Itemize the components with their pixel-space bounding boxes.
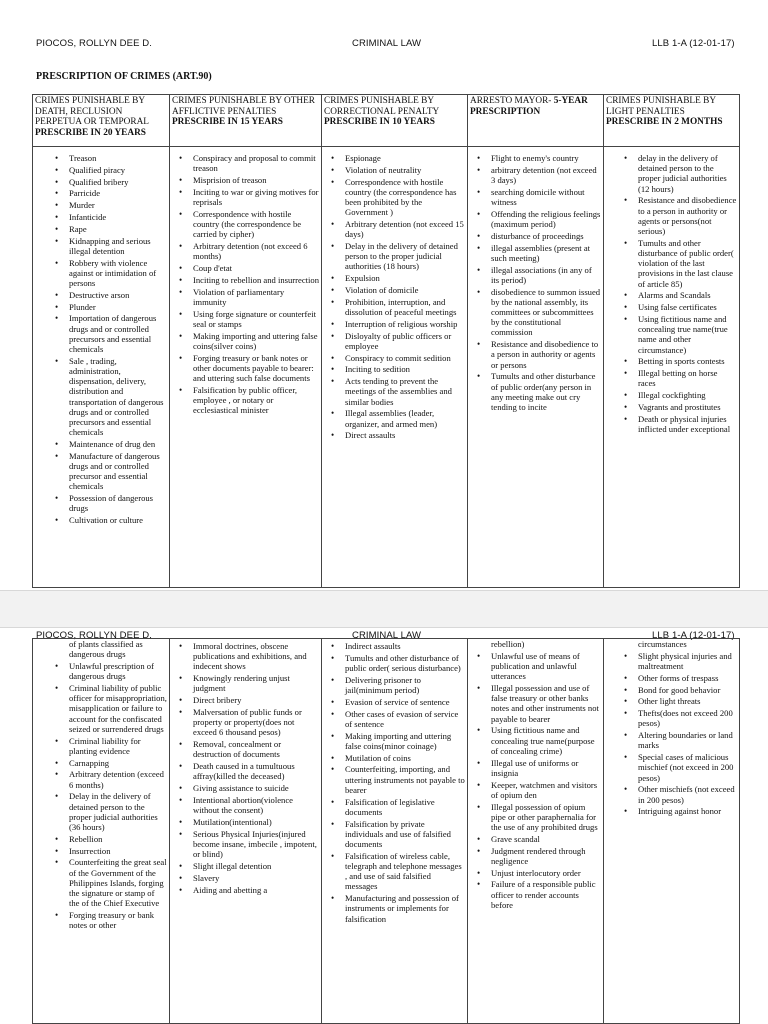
column-label: CRIMES PUNISHABLE BY LIGHT PENALTIES <box>606 96 716 117</box>
header-subject: CRIMINAL LAW <box>352 630 422 641</box>
list-item: • Tumults and other disturbance of public order( violation of the last provisions in the last clause of article 85) <box>604 238 739 289</box>
column-period: PRESCRIPTION <box>470 106 541 117</box>
list-item: • Falsification by public officer, employee , or notary or ecclesiastical minister <box>170 385 321 416</box>
list-item: • Direct bribery <box>170 695 321 705</box>
list-item: • Espionage <box>322 153 467 163</box>
table-row <box>33 639 740 1024</box>
list-item: • Arbitrary detention (exceed 6 months) <box>33 769 169 789</box>
list-item: • Removal, concealment or destruction of documents <box>170 739 321 759</box>
list-item: • illegal associations (in any of its period) <box>468 265 603 285</box>
crime-list <box>33 639 169 930</box>
list-item: • searching domicile without witness <box>468 187 603 207</box>
list-item: • Indirect assaults <box>322 641 467 651</box>
list-item: • Altering boundaries or land marks <box>604 730 739 750</box>
list-item: • Slight illegal detention <box>170 861 321 871</box>
list-item: • Keeper, watchmen and visitors of opium den <box>468 780 603 800</box>
list-item: • Destructive arson <box>33 290 169 300</box>
column-label: CRIMES PUNISHABLE BY OTHER AFFLICTIVE PENALTIES <box>172 96 315 117</box>
header-author: PIOCOS, ROLLYN DEE D. <box>36 630 152 641</box>
page-separator <box>0 590 768 628</box>
table-header-row <box>33 95 740 147</box>
list-item: • arbitrary detention (not exceed 3 days) <box>468 165 603 185</box>
header-author: PIOCOS, ROLLYN DEE D. <box>36 38 152 49</box>
column-label: ARRESTO MAYOR- <box>470 96 554 106</box>
crime-list <box>170 639 321 895</box>
list-item: • Criminal liability of public officer for misappropriation, misapplication or failure to account for the confiscated seized or surrendered drugs <box>33 683 169 734</box>
list-item: • Slight physical injuries and maltreatment <box>604 651 739 671</box>
crime-list <box>170 153 321 415</box>
table-cell <box>33 147 170 588</box>
list-item: • Kidnapping and serious illegal detention <box>33 236 169 256</box>
list-item: • delay in the delivery of detained person to the proper judicial authorities (12 hours) <box>604 153 739 194</box>
list-item: • Delay in the delivery of detained person to the proper judicial authorities (18 hours) <box>322 241 467 272</box>
list-item: • Death or physical injuries inflicted under exceptional <box>604 414 739 434</box>
list-item: • Flight to enemy's country <box>468 153 603 163</box>
column-label: CRIMES PUNISHABLE BY CORRECTIONAL PENALTY <box>324 96 440 117</box>
list-item: • Treason <box>33 153 169 163</box>
list-item: • Forging treasury or bank notes or other documents payable to bearer: and uttering such false documents <box>170 353 321 384</box>
table-cell <box>468 639 604 1024</box>
list-item: • Misprision of treason <box>170 175 321 185</box>
list-item: • Possession of dangerous drugs <box>33 493 169 513</box>
list-item: • Counterfeiting, importing, and uttering instruments not payable to bearer <box>322 764 467 795</box>
table-cell <box>468 147 604 588</box>
list-item: • Tumults and other disturbance of public order( serious disturbance) <box>322 653 467 673</box>
list-item: • Illegal possession and use of false treasury or other banks notes and other instruments not payable to bearer <box>468 683 603 724</box>
list-item: • Using forge signature or counterfeit seal or stamps <box>170 309 321 329</box>
list-item: • Falsification of wireless cable, telegraph and telephone messages , and use of said falsified messages <box>322 851 467 892</box>
table-cell <box>322 147 468 588</box>
list-item: • Immoral doctrines, obscene publications and exhibitions, and indecent shows <box>170 641 321 672</box>
crime-list <box>604 639 739 817</box>
list-item: • Insurrection <box>33 846 169 856</box>
list-item: • Delay in the delivery of detained person to the proper judicial authorities (36 hours) <box>33 791 169 832</box>
list-item-continued: rebellion) <box>491 639 525 649</box>
list-item: • Falsification of legislative documents <box>322 797 467 817</box>
list-item: • Direct assaults <box>322 430 467 440</box>
list-item: • Correspondence with hostile country (the correspondence be carried by cipher) <box>170 209 321 240</box>
list-item: • Knowingly rendering unjust judgment <box>170 673 321 693</box>
list-item: • Arbitrary detention (not exceed 15 days) <box>322 219 467 239</box>
header-section: LLB 1-A (12-01-17) <box>652 38 735 49</box>
list-item-continued: circumstances <box>638 639 687 649</box>
list-item: • disobedience to summon issued by the national assembly, its committees or subcommittees by the constitutional commission <box>468 287 603 338</box>
column-header <box>170 95 322 147</box>
list-item: • Unjust interlocutory order <box>468 868 603 878</box>
list-item: • Thefts(does not exceed 200 pesos) <box>604 708 739 728</box>
crime-list <box>468 639 603 910</box>
list-item: • Violation of domicile <box>322 285 467 295</box>
document-page-2 <box>0 628 768 1024</box>
header-subject: CRIMINAL LAW <box>352 38 422 49</box>
list-item: • Manufacture of dangerous drugs and or controlled precursor and essential chemicals <box>33 451 169 492</box>
list-item: • Using fictitious name and concealing true name(purpose of concealing crime) <box>468 725 603 756</box>
page-header <box>0 38 768 52</box>
list-item: • Resistance and disobedience to a person in authority or agents or persons(not serious) <box>604 195 739 236</box>
list-item: • Giving assistance to suicide <box>170 783 321 793</box>
column-period: PRESCRIBE IN 2 MONTHS <box>606 117 723 127</box>
list-item: • Failure of a responsible public officer to render accounts before <box>468 879 603 910</box>
table-cell <box>170 147 322 588</box>
list-item: • Other forms of trespass <box>604 673 739 683</box>
column-period: PRESCRIBE IN 10 YEARS <box>324 117 435 127</box>
list-item: • Bond for good behavior <box>604 685 739 695</box>
list-item: • Aiding and abetting a <box>170 885 321 895</box>
list-item: • Illegal betting on horse races <box>604 368 739 388</box>
list-item: • Other cases of evasion of service of sentence <box>322 709 467 729</box>
list-item: • Sale , trading, administration, dispensation, delivery, distribution and transportation of dangerous drugs and or controlled precursors and essential chemicals <box>33 356 169 438</box>
list-item: • Evasion of service of sentence <box>322 697 467 707</box>
list-item: • Slavery <box>170 873 321 883</box>
crime-list <box>33 153 169 525</box>
list-item: • Robbery with violence against or intimidation of persons <box>33 258 169 289</box>
list-item: • Other mischiefs (not exceed in 200 pesos) <box>604 784 739 804</box>
list-item: • Vagrants and prostitutes <box>604 402 739 412</box>
crime-list <box>322 153 467 441</box>
list-item: • Illegal possession of opium pipe or other paraphernalia for the use of any prohibited drugs <box>468 802 603 833</box>
list-item: • Acts tending to prevent the meetings of the assemblies and similar bodies <box>322 376 467 407</box>
list-item: • Importation of dangerous drugs and or controlled precursors and essential chemicals <box>33 313 169 354</box>
prescription-table-continued <box>32 638 740 1024</box>
list-item: • Other light threats <box>604 696 739 706</box>
list-item: • Counterfeiting the great seal of the Government of the Philippines Islands, forging the signature or stamp of the of the Chief Executive <box>33 857 169 908</box>
list-item: • Malversation of public funds or property or property(does not exceed 6 thousand pesos) <box>170 707 321 738</box>
list-item: • Inciting to sedition <box>322 364 467 374</box>
document-title: PRESCRIPTION OF CRIMES (ART.90) <box>36 71 212 82</box>
list-item: • Inciting to war or giving motives for reprisals <box>170 187 321 207</box>
column-header <box>33 95 170 147</box>
list-item: • Infanticide <box>33 212 169 222</box>
column-period: PRESCRIBE IN 15 YEARS <box>172 117 283 127</box>
list-item: • Plunder <box>33 302 169 312</box>
crime-list <box>322 639 467 924</box>
list-item: • illegal assemblies (present at such meeting) <box>468 243 603 263</box>
list-item: • Mutilation of coins <box>322 753 467 763</box>
list-item: • Arbitrary detention (not exceed 6 months) <box>170 241 321 261</box>
crime-list <box>604 153 739 434</box>
list-item: • Grave scandal <box>468 834 603 844</box>
list-item: • disturbance of proceedings <box>468 231 603 241</box>
list-item: • Betting in sports contests <box>604 356 739 366</box>
list-item: • Forging treasury or bank notes or other <box>33 910 169 930</box>
list-item: • Intriguing against honor <box>604 806 739 816</box>
prescription-table <box>32 94 740 588</box>
list-item: • Conspiracy to commit sedition <box>322 353 467 363</box>
list-item: • Expulsion <box>322 273 467 283</box>
list-item: • Delivering prisoner to jail(minimum period) <box>322 675 467 695</box>
list-item: • Illegal use of uniforms or insignia <box>468 758 603 778</box>
list-item: • Coup d'etat <box>170 263 321 273</box>
column-header <box>322 95 468 147</box>
list-item: • Murder <box>33 200 169 210</box>
list-item: • Rebellion <box>33 834 169 844</box>
list-item: • Falsification by private individuals and use of falsified documents <box>322 819 467 850</box>
list-item: • Criminal liability for planting evidence <box>33 736 169 756</box>
list-item: • Unlawful prescription of dangerous drugs <box>33 661 169 681</box>
list-item: • Qualified bribery <box>33 177 169 187</box>
list-item: • Using fictitious name and concealing true name(true name and other circumstance) <box>604 314 739 355</box>
column-label-emphasis: 5-YEAR <box>553 96 588 106</box>
list-item: • Conspiracy and proposal to commit treason <box>170 153 321 173</box>
list-item: • Parricide <box>33 188 169 198</box>
list-item: • Making importing and uttering false coins(silver coins) <box>170 331 321 351</box>
list-item: • Carnapping <box>33 758 169 768</box>
header-section: LLB 1-A (12-01-17) <box>652 630 735 641</box>
list-item: • Disloyalty of public officers or employee <box>322 331 467 351</box>
list-item: • Mutilation(intentional) <box>170 817 321 827</box>
table-row <box>33 147 740 588</box>
list-item: • Serious Physical Injuries(injured become insane, imbecile , impotent, or blind) <box>170 829 321 860</box>
list-item: • Judgment rendered through negligence <box>468 846 603 866</box>
table-cell <box>170 639 322 1024</box>
list-item: • Inciting to rebellion and insurrection <box>170 275 321 285</box>
column-period: PRESCRIBE IN 20 YEARS <box>35 127 146 138</box>
list-item: • Manufacturing and possession of instruments or implements for falsification <box>322 893 467 924</box>
list-item: • Special cases of malicious mischief (not exceed in 200 pesos) <box>604 752 739 783</box>
list-item: • Using false certificates <box>604 302 739 312</box>
column-header <box>468 95 604 147</box>
table-cell <box>322 639 468 1024</box>
list-item: • Rape <box>33 224 169 234</box>
crime-list <box>468 153 603 412</box>
table-cell <box>33 639 170 1024</box>
list-item: • Tumults and other disturbance of public order(any person in any meeting make out cry tending to incite <box>468 371 603 412</box>
list-item: • Cultivation or culture <box>33 515 169 525</box>
list-item: • Illegal cockfighting <box>604 390 739 400</box>
list-item: • Resistance and disobedience to a person in authority or agents or persons <box>468 339 603 370</box>
list-item: • Violation of parliamentary immunity <box>170 287 321 307</box>
list-item: • Interruption of religious worship <box>322 319 467 329</box>
list-item: • Alarms and Scandals <box>604 290 739 300</box>
list-item: • Offending the religious feelings (maximum period) <box>468 209 603 229</box>
list-item: • Correspondence with hostile country (the correspondence has been prohibited by the Government ) <box>322 177 467 218</box>
list-item: • Death caused in a tumultuous affray(killed the deceased) <box>170 761 321 781</box>
table-cell <box>604 639 740 1024</box>
list-item: • Making importing and uttering false coins(minor coinage) <box>322 731 467 751</box>
list-item: • Qualified piracy <box>33 165 169 175</box>
list-item: • Prohibition, interruption, and dissolution of peaceful meetings <box>322 297 467 317</box>
column-label: CRIMES PUNISHABLE BY DEATH, RECLUSION PERPETUA OR TEMPORAL <box>35 96 149 127</box>
list-item: • Illegal assemblies (leader, organizer, and armed men) <box>322 408 467 428</box>
table-cell <box>604 147 740 588</box>
list-item: • Maintenance of drug den <box>33 439 169 449</box>
list-item: • Unlawful use of means of publication and unlawful utterances <box>468 651 603 682</box>
list-item: • Violation of neutrality <box>322 165 467 175</box>
list-item-continued: of plants classified as dangerous drugs <box>69 639 143 660</box>
list-item: • Intentional abortion(violence without the consent) <box>170 795 321 815</box>
column-header <box>604 95 740 147</box>
